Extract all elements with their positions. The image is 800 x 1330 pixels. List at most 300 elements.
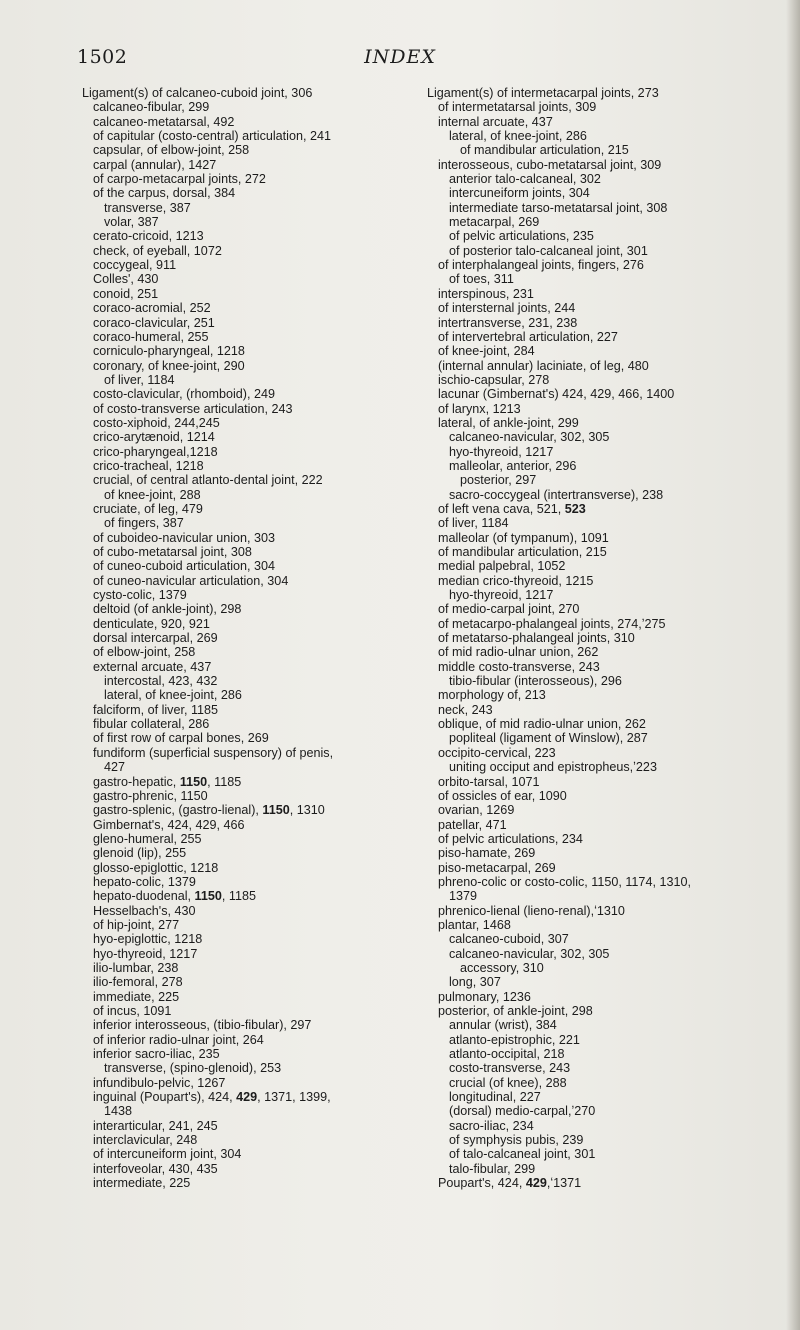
index-entry [427,244,775,258]
index-entry [82,344,430,358]
index-entry-text: hepato-colic, 1379 [93,874,196,889]
index-entry-text: of interphalangeal joints, fingers, 276 [438,258,644,273]
bold-page-ref: 1150 [179,774,208,789]
index-entry-text: ovarian, 1269 [438,803,515,818]
index-entry-text: of fingers, 387 [104,516,184,531]
index-entry-text: crucial, of central atlanto-dental joint, 222 [93,473,323,488]
index-entry [82,545,430,559]
index-entry [427,818,775,832]
index-entry [427,889,775,903]
index-entry-text: ischio-capsular, 278 [438,372,550,387]
index-entry [427,1061,775,1075]
index-entry [427,875,775,889]
index-entry [82,574,430,588]
index-entry [82,631,430,645]
index-entry [82,602,430,616]
index-entry [82,86,430,100]
bold-page-ref: 1150 [194,889,222,904]
index-entry-text: long, 307 [449,975,501,990]
index-entry [427,617,775,631]
index-entry [427,531,775,545]
index-entry-text: interarticular, 241, 245 [93,1118,218,1133]
index-entry-rest: , 1310 [289,803,325,818]
index-entry-text: costo-transverse, 243 [449,1061,571,1076]
index-entry-text: interfoveolar, 430, 435 [93,1161,218,1176]
index-entry [427,258,775,272]
index-entry-text: hyo-thyreoid, 1217 [93,946,198,961]
index-entry-text: Ligament(s) of intermetacarpal joints, 273 [427,86,659,100]
index-entry-text: malleolar (of tympanum), 1091 [438,530,609,545]
index-entry-text: tibio-fibular (interosseous), 296 [449,674,622,689]
index-entry-text: Hesselbach's, 430 [93,903,196,918]
index-entry [427,990,775,1004]
index-entry [82,990,430,1004]
index-entry-text: oblique, of mid radio-ulnar union, 262 [438,717,646,732]
index-entry [427,846,775,860]
index-entry-text: corniculo-pharyngeal, 1218 [93,344,245,359]
bold-page-ref: 429 [525,1176,547,1191]
index-entry [427,947,775,961]
index-entry-text: of elbow-joint, 258 [93,645,196,660]
index-entry-text: of intercuneiform joint, 304 [93,1147,242,1162]
index-entry-text: calcaneo-navicular, 302, 305 [449,946,610,961]
index-entry [427,143,775,157]
index-entry-text: of mid radio-ulnar union, 262 [438,645,599,660]
index-entry [82,287,430,301]
index-entry [427,631,775,645]
index-entry [427,1147,775,1161]
index-entry-text: of liver, 1184 [104,372,175,387]
index-entry [427,1033,775,1047]
index-entry-text: metacarpal, 269 [449,215,540,230]
index-entry-text: deltoid (of ankle-joint), 298 [93,602,242,617]
index-entry-text: intercostal, 423, 432 [104,674,218,689]
index-entry [82,961,430,975]
index-entry-text: 427 [104,760,126,775]
index-entry [82,387,430,401]
index-entry [82,1090,430,1104]
index-entry-text: transverse, 387 [104,200,191,215]
index-entry [82,445,430,459]
index-entry [82,746,430,760]
index-entry-text: calcaneo-metatarsal, 492 [93,114,235,129]
index-entry-text: anterior talo-calcaneal, 302 [449,172,601,187]
index-entry-text: coronary, of knee-joint, 290 [93,358,245,373]
index-entry [427,574,775,588]
index-entry [82,904,430,918]
index-entry-text: cruciate, of leg, 479 [93,501,203,516]
index-entry [82,1176,430,1190]
index-entry [82,617,430,631]
index-entry-text: volar, 387 [104,215,159,230]
index-entry-text: of talo-calcaneal joint, 301 [449,1147,596,1162]
index-entry-text: transverse, (spino-glenoid), 253 [104,1061,282,1076]
index-entry [427,961,775,975]
index-entry [82,143,430,157]
index-entry-text: of inferior radio-ulnar joint, 264 [93,1032,264,1047]
index-entry [82,1033,430,1047]
index-entry [82,645,430,659]
index-entry-text: crucial (of knee), 288 [449,1075,567,1090]
index-entry [427,760,775,774]
index-entry-text: gastro-phrenic, 1150 [93,788,208,803]
index-entry [427,445,775,459]
index-entry [427,1090,775,1104]
index-entry [427,158,775,172]
index-entry [427,488,775,502]
index-entry [82,1004,430,1018]
index-entry-text: interclavicular, 248 [93,1133,198,1148]
index-entry-rest: , 1185 [207,774,242,789]
index-entry [82,775,430,789]
index-entry [427,229,775,243]
index-entry [82,1047,430,1061]
index-entry [427,803,775,817]
index-entry-text: calcaneo-navicular, 302, 305 [449,430,610,445]
index-entry-text: inguinal (Poupart's), 424, [93,1090,237,1105]
index-entry [82,272,430,286]
index-entry [82,789,430,803]
page-number: 1502 [77,46,128,68]
page-header [0,46,800,70]
page-edge-shadow [786,0,800,1330]
index-entry-text: neck, 243 [438,702,493,717]
index-entry-text: coraco-humeral, 255 [93,329,209,344]
index-entry-text: sacro-coccygeal (intertransverse), 238 [449,487,664,502]
index-entry-text: of mandibular articulation, 215 [460,143,629,158]
index-entry [427,344,775,358]
index-entry-text: of symphysis pubis, 239 [449,1133,584,1148]
index-entry [427,516,775,530]
index-entry [427,602,775,616]
index-entry-text: (internal annular) laciniate, of leg, 480 [438,358,649,373]
index-entry [427,1018,775,1032]
index-entry-text: Colles', 430 [93,272,159,287]
index-entry [82,1076,430,1090]
index-entry-text: interspinous, 231 [438,286,534,301]
index-entry-text: middle costo-transverse, 243 [438,659,600,674]
index-entry-text: coraco-clavicular, 251 [93,315,215,330]
index-entry [82,932,430,946]
index-entry [427,86,775,100]
index-entry-text: of capitular (costo-central) articulation, 241 [93,129,331,144]
index-entry [82,1061,430,1075]
running-head: INDEX [364,46,436,68]
index-entry [427,1133,775,1147]
index-entry [82,301,430,315]
index-entry-text: of larynx, 1213 [438,401,521,416]
index-entry-text: occipito-cervical, 223 [438,745,556,760]
index-entry-text: piso-metacarpal, 269 [438,860,556,875]
index-entry-text: Gimbernat's, 424, 429, 466 [93,817,245,832]
index-entry-text: of pelvic articulations, 235 [449,229,594,244]
index-column-left [82,86,430,1190]
index-entry [82,201,430,215]
index-entry [82,1133,430,1147]
index-entry-text: of metatarso-phalangeal joints, 310 [438,631,635,646]
index-entry [82,115,430,129]
index-entry-text: crico-pharyngeal,1218 [93,444,218,459]
index-entry-text: gastro-hepatic, [93,774,180,789]
index-entry [82,502,430,516]
index-entry-text: of the carpus, dorsal, 384 [93,186,236,201]
index-entry-text: crico-tracheal, 1218 [93,458,204,473]
index-entry-text: patellar, 471 [438,817,507,832]
index-entry-text: orbito-tarsal, 1071 [438,774,540,789]
index-entry-text: cerato-cricoid, 1213 [93,229,204,244]
index-entry-text: carpal (annular), 1427 [93,157,217,172]
index-entry-text: external arcuate, 437 [93,659,212,674]
bold-page-ref: 1150 [262,803,290,818]
index-entry [427,588,775,602]
index-entry [82,717,430,731]
index-entry [82,1104,430,1118]
bold-page-ref: 523 [564,501,586,516]
index-entry-text: hepato-duodenal, [93,889,195,904]
index-entry-text: costo-xiphoid, 244,245 [93,415,220,430]
index-entry-text: posterior, 297 [460,473,537,488]
index-entry-text: of cubo-metatarsal joint, 308 [93,545,252,559]
index-entry-text: glosso-epiglottic, 1218 [93,860,219,875]
index-entry [427,387,775,401]
index-entry-text: median crico-thyreoid, 1215 [438,573,594,588]
index-entry-text: lateral, of ankle-joint, 299 [438,415,579,430]
index-entry-text: capsular, of elbow-joint, 258 [93,143,250,158]
index-entry [82,402,430,416]
index-entry-text: coccygeal, 911 [93,258,177,273]
index-entry-text: intermediate, 225 [93,1176,191,1191]
index-entry [427,129,775,143]
index-entry [427,287,775,301]
index-entry-text: Ligament(s) of calcaneo-cuboid joint, 306 [82,86,313,100]
index-entry-text: uniting occiput and epistropheus,ʼ223 [449,760,657,775]
index-entry [82,516,430,530]
index-entry [427,272,775,286]
index-entry-text: accessory, 310 [460,960,544,975]
index-entry-text: internal arcuate, 437 [438,114,553,129]
index-entry [82,359,430,373]
index-entry [82,473,430,487]
index-entry [82,158,430,172]
index-entry [427,832,775,846]
index-entry [82,129,430,143]
index-entry [82,531,430,545]
index-entry [427,215,775,229]
index-entry-text: longitudinal, 227 [449,1090,541,1105]
index-entry [427,330,775,344]
index-entry-text: hyo-thyreoid, 1217 [449,588,554,603]
index-entry [427,359,775,373]
index-entry-text: plantar, 1468 [438,917,511,932]
index-entry-text: morphology of, 213 [438,688,546,703]
index-entry [82,1018,430,1032]
index-entry [427,775,775,789]
index-entry [82,488,430,502]
index-entry-text: 1379 [449,889,478,904]
index-entry [427,645,775,659]
index-entry-text: coraco-acromial, 252 [93,301,211,316]
index-entry-text: hyo-thyreoid, 1217 [449,444,554,459]
index-entry [82,244,430,258]
index-entry [82,660,430,674]
index-entry-text: phreno-colic or costo-colic, 1150, 1174, 1310, [438,874,691,889]
index-entry-text: of ossicles of ear, 1090 [438,788,567,803]
index-entry-text: 1438 [104,1104,133,1119]
index-entry [82,875,430,889]
index-entry-text: annular (wrist), 384 [449,1018,557,1033]
index-entry-text: of knee-joint, 284 [438,344,535,359]
index-entry-rest: , 1185 [221,889,256,904]
index-entry-text: atlanto-epistrophic, 221 [449,1032,580,1047]
index-entry-text: of knee-joint, 288 [104,487,201,502]
index-entry [427,473,775,487]
index-entry [82,889,430,903]
index-entry-text: sacro-iliac, 234 [449,1118,534,1133]
index-entry [427,674,775,688]
index-entry [82,918,430,932]
index-entry [427,1176,775,1190]
index-entry-text: of toes, 311 [449,272,514,287]
index-entry-text: dorsal intercarpal, 269 [93,631,218,646]
index-entry [427,402,775,416]
index-entry [427,789,775,803]
index-entry-text: inferior sacro-iliac, 235 [93,1047,220,1062]
index-entry-text: crico-arytænoid, 1214 [93,430,215,445]
index-entry [82,861,430,875]
index-entry [427,975,775,989]
index-entry-text: conoid, 251 [93,286,159,301]
index-entry [427,459,775,473]
index-entry [427,717,775,731]
index-entry [82,674,430,688]
index-entry [427,430,775,444]
index-entry-text: medial palpebral, 1052 [438,559,566,574]
index-entry [427,301,775,315]
index-entry [427,559,775,573]
index-entry-text: falciform, of liver, 1185 [93,702,219,717]
index-entry-text: popliteal (ligament of Winslow), 287 [449,731,648,746]
index-entry-text: glenoid (lip), 255 [93,846,187,861]
index-entry-text: malleolar, anterior, 296 [449,458,577,473]
index-entry [82,803,430,817]
index-entry [427,1047,775,1061]
index-entry [427,373,775,387]
index-entry-text: gastro-splenic, (gastro-lienal), [93,803,263,818]
index-entry-text: of cuneo-navicular articulation, 304 [93,573,289,588]
index-entry-rest: ,ʻ1371 [546,1176,582,1191]
index-entry [427,861,775,875]
index-entry [427,1104,775,1118]
index-entry-text: interosseous, cubo-metatarsal joint, 309 [438,157,662,172]
index-entry [427,316,775,330]
index-entry-text: of posterior talo-calcaneal joint, 301 [449,243,648,258]
bold-page-ref: 429 [236,1090,258,1105]
index-entry-text: of mandibular articulation, 215 [438,545,607,559]
index-entry-text: inferior interosseous, (tibio-fibular), 297 [93,1018,312,1033]
index-entry-text: fibular collateral, 286 [93,717,210,732]
index-entry-text: Poupart's, 424, [438,1176,526,1191]
index-entry-text: of cuboideo-navicular union, 303 [93,530,276,545]
index-entry-text: fundiform (superficial suspensory) of penis, [93,745,334,760]
index-entry-text: immediate, 225 [93,989,180,1004]
index-entry-text: of left vena cava, 521, [438,501,565,516]
index-entry [427,904,775,918]
index-entry-text: piso-hamate, 269 [438,846,536,861]
index-entry [427,918,775,932]
index-entry [427,932,775,946]
index-entry-text: of carpo-metacarpal joints, 272 [93,172,266,187]
index-entry [82,1119,430,1133]
index-entry [427,1004,775,1018]
index-entry [82,818,430,832]
index-entry-text: of first row of carpal bones, 269 [93,731,269,746]
index-entry-text: lateral, of knee-joint, 286 [449,129,587,144]
index-entry-text: of hip-joint, 277 [93,917,180,932]
index-entry [82,416,430,430]
index-entry-text: calcaneo-fibular, 299 [93,100,210,115]
index-entry-text: of incus, 1091 [93,1004,172,1018]
index-entry [427,502,775,516]
index-entry-text: intermediate tarso-metatarsal joint, 308 [449,200,668,215]
index-entry [427,201,775,215]
index-entry-text: of cuneo-cuboid articulation, 304 [93,559,276,574]
index-entry-text: of intermetatarsal joints, 309 [438,100,597,115]
index-entry [82,100,430,114]
index-entry [82,760,430,774]
index-entry-text: pulmonary, 1236 [438,989,531,1004]
index-entry [82,330,430,344]
index-entry [82,258,430,272]
index-entry [427,100,775,114]
index-entry-rest: , 1371, 1399, [257,1090,331,1105]
index-entry [82,172,430,186]
index-entry-text: hyo-epiglottic, 1218 [93,932,203,947]
index-entry-text: of intersternal joints, 244 [438,301,576,316]
index-entry [82,832,430,846]
index-entry [82,947,430,961]
index-entry-text: ilio-lumbar, 238 [93,960,179,975]
index-entry-text: of intervertebral articulation, 227 [438,329,618,344]
index-entry-text: cysto-colic, 1379 [93,588,187,603]
index-entry [427,1119,775,1133]
index-entry [82,559,430,573]
index-entry [82,846,430,860]
index-entry [427,1162,775,1176]
index-entry-text: of liver, 1184 [438,516,509,531]
index-entry [82,459,430,473]
index-entry [82,229,430,243]
index-entry [82,1147,430,1161]
index-entry-text: posterior, of ankle-joint, 298 [438,1004,593,1018]
index-entry-text: atlanto-occipital, 218 [449,1047,565,1062]
index-entry-text: infundibulo-pelvic, 1267 [93,1075,226,1090]
index-entry-text: lateral, of knee-joint, 286 [104,688,242,703]
index-entry [427,545,775,559]
index-entry-text: of medio-carpal joint, 270 [438,602,580,617]
index-entry [427,1076,775,1090]
index-entry [427,660,775,674]
index-entry [82,975,430,989]
index-entry [82,1162,430,1176]
index-entry [427,746,775,760]
index-entry [82,430,430,444]
index-entry [82,688,430,702]
index-entry-text: lacunar (Gimbernat's) 424, 429, 466, 1400 [438,387,675,402]
index-entry [82,373,430,387]
index-entry [427,172,775,186]
index-entry [427,703,775,717]
index-entry-text: (dorsal) medio-carpal,ʼ270 [449,1104,596,1119]
